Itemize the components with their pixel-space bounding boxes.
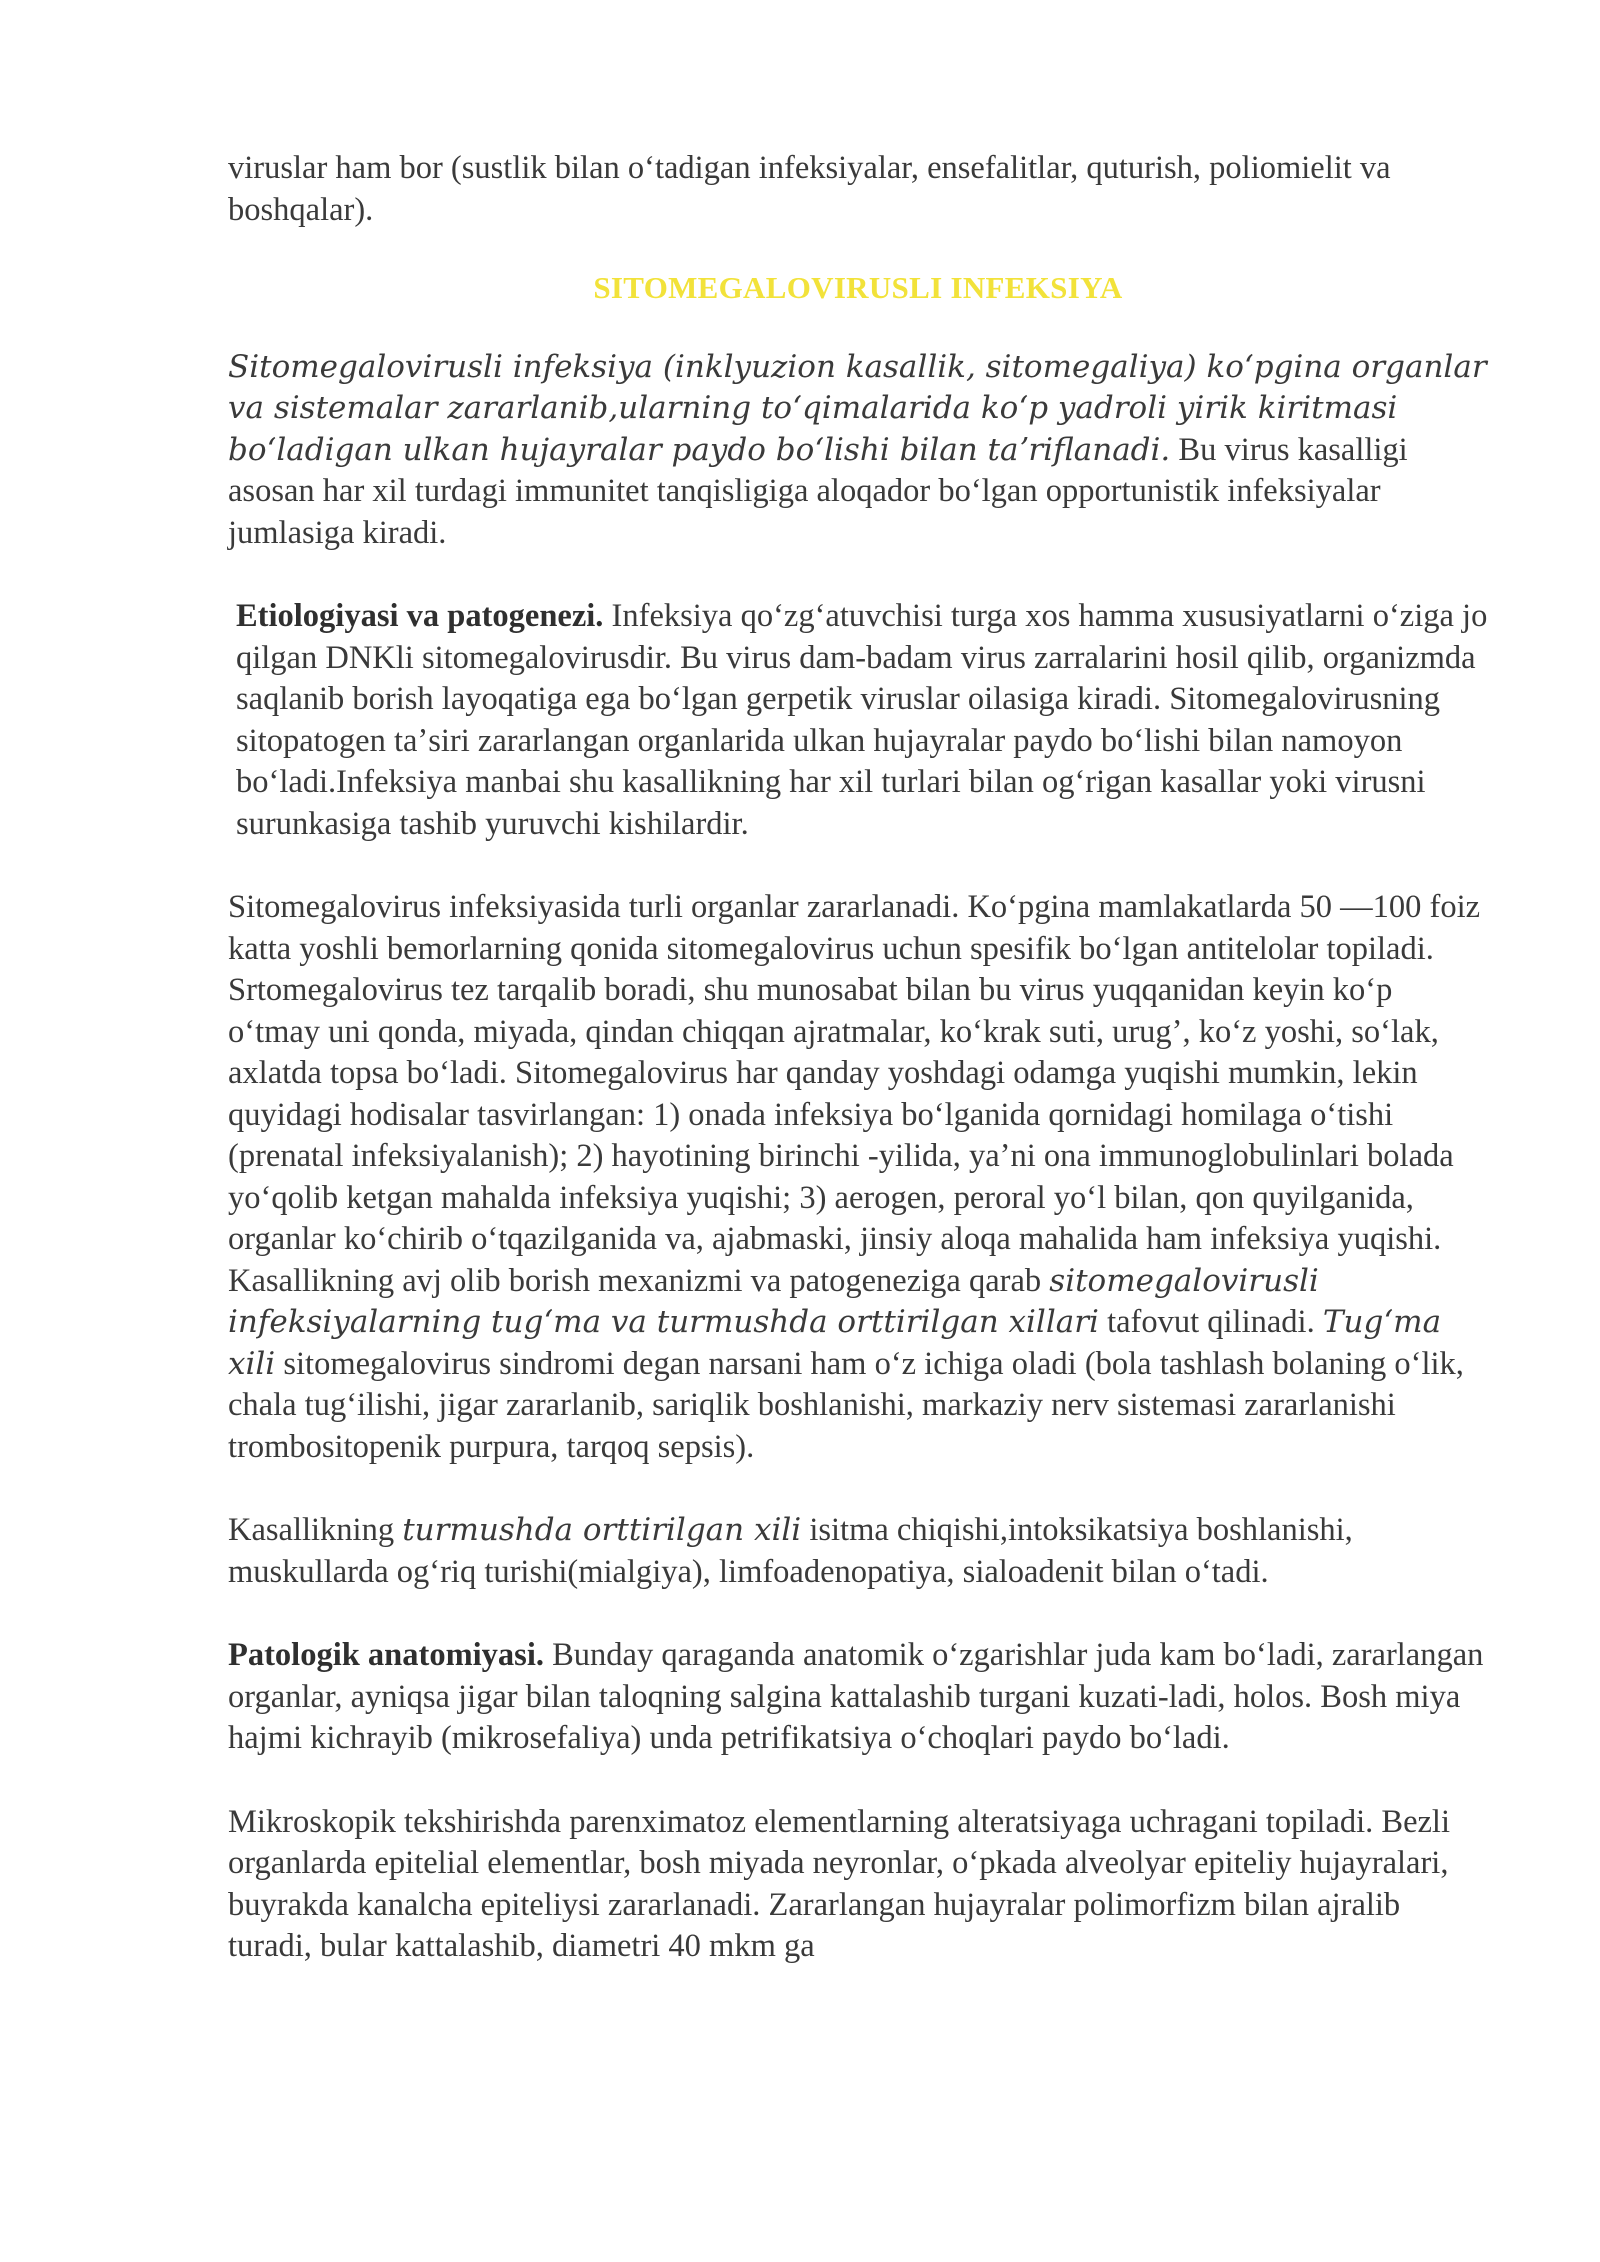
paragraph-microscopy — [228, 1802, 1488, 1968]
section-title: SITOMEGALOVIRUSLI INFEKSIYA — [593, 270, 1123, 305]
spread-italic-2: Tugʻma xili — [228, 1304, 1442, 1382]
acquired-italic: turmushda orttirilgan xili — [402, 1512, 802, 1548]
paragraph-etiology — [228, 596, 1488, 845]
microscopy-text: Mikroskopik tekshirishda parenximatoz elementlarning alteratsiyaga uchragani topiladi. Bezli organlarda epitelial elementlar, bosh miyada neyronlar, oʻpkada alveolyar epiteliy hujayralari, buyrakda kanalcha epiteliysi zararlanadi. Zararlangan hujayralar polimorfizm bilan ajralib turadi, bular kattalashib, diametri 40 mkm ga — [228, 1803, 1450, 1964]
paragraph-pathology — [228, 1635, 1488, 1760]
spread-text-3: sitomegalovirus sindromi degan narsani ham oʻz ichiga oladi (bola tashlash bolaning oʻlik, chala tugʻilishi, jigar zararlanib, sariqlik boshlanishi, markaziy nerv sistemasi zararlanishi trombositopenik purpura, tarqoq sepsis). — [228, 1345, 1464, 1465]
paragraph-intro — [228, 148, 1488, 231]
spread-text-2: tafovut qilinadi. — [1098, 1304, 1323, 1340]
acquired-text-1: Kasallikning — [228, 1512, 403, 1548]
pathology-text: Bunday qaraganda anatomik oʻzgarishlar juda kam boʻladi, zararlangan organlar, ayniqsa jigar bilan taloqning salgina kattalashib turgani kuzati-ladi, holos. Bosh miya hajmi kichrayib (mikrosefaliya) unda petrifikatsiya oʻchoqlari paydo boʻladi. — [228, 1637, 1484, 1756]
etiology-text: Infeksiya qoʻzgʻatuvchisi turga xos hamma xususiyatlarni oʻziga jo qilgan DNKli sitomegalovirusdir. Bu virus dam-badam virus zarralarini hosil qilib, organizmda saqlanib borish layoqatiga ega boʻlgan gerpetik viruslar oilasiga kiradi. Sitomegalovirusning sitopatogen taʼsiri zararlangan organlarida ulkan hujayralar paydo boʻlishi bilan namoyon boʻladi.Infeksiya manbai shu kasallikning har xil turlari bilan ogʻrigan kasallar yoki virusni surunkasiga tashib yuruvchi kishilardir. — [236, 598, 1488, 842]
definition-italic: Sitomegalovirusli infeksiya (inklyuzion kasallik, sitomegaliya) koʻpgina organlar va sistemalar zararlanib,ularning toʻqimalarida koʻp yadroli yirik kiritmasi boʻladigan ulkan hujayralar paydo boʻlishi bilan taʼriflanadi. — [228, 348, 1487, 468]
document-page — [228, 148, 1488, 2010]
paragraph-spread — [228, 887, 1488, 1468]
acquired-text-2: isitma chiqishi,intoksikatsiya boshlanishi, muskullarda ogʻriq turishi(mialgiya), limfoadenopatiya, sialoadenit bilan oʻtadi. — [228, 1512, 1353, 1590]
definition-text: Bu virus kasalligi asosan har xil turdagi immunitet tanqisligiga aloqador boʻlgan opportunistik infeksiyalar jumlasiga kiradi. — [228, 431, 1408, 551]
spread-text-1: Sitomegalovirus infeksiyasida turli organlar zararlanadi. Koʻpgina mamlakatlarda 50 —100 foiz katta yoshli bemorlarning qonida sitomegalovirus uchun spesifik boʻlgan antitelolar topiladi. Srtomegalovirus tez tarqalib boradi, shu munosabat bilan bu virus yuqqanidan keyin koʻp oʻtmay uni qonda, miyada, qindan chiqqan ajratmalar, koʻkrak suti, urugʼ, koʻz yoshi, soʻlak, axlatda topsa boʻladi. Sitomegalovirus har qanday yoshdagi odamga yuqishi mumkin, lekin quyidagi hodisalar tasvirlangan: 1) onada infeksiya boʻlganida qornidagi homilaga oʻtishi (prenatal infeksiyalanish); 2) hayotining birinchi -yilida, yaʼni ona immunoglobulinlari bolada yoʻqolib ketgan mahalda infeksiya yuqishi; 3) aerogen, peroral yoʻl bilan, qon quyilganida, organlar koʻchirib oʻtqazilganida va, ajabmaski, jinsiy aloqa mahalida ham infeksiya yuqishi. Kasallikning avj olib borish mexanizmi va patogeneziga qarab — [228, 889, 1481, 1299]
paragraph-acquired — [228, 1510, 1488, 1593]
etiology-heading: Etiologiyasi va patogenezi. — [236, 598, 604, 634]
pathology-heading: Patologik anatomiyasi. — [228, 1637, 544, 1673]
intro-text: viruslar ham bor (sustlik bilan oʻtadigan infeksiyalar, ensefalitlar, quturish, poliomielit va boshqalar). — [228, 150, 1391, 228]
spread-italic-1: sitomegalovirusli infeksiyalarning tugʻma va turmushda orttirilgan xillari — [228, 1262, 1319, 1340]
paragraph-definition — [228, 347, 1488, 555]
